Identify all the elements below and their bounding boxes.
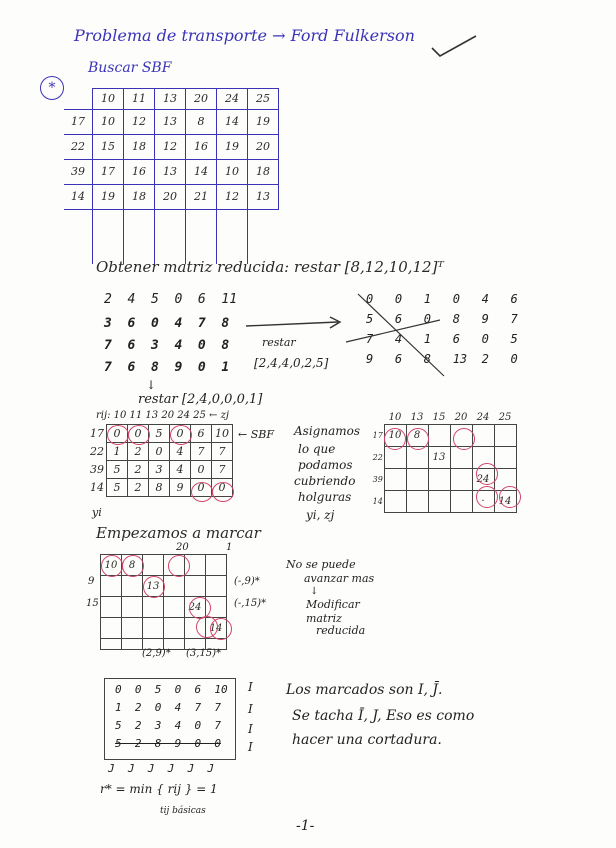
- mark-cell: [143, 597, 164, 618]
- assign-cell: 24: [472, 468, 494, 490]
- demand-cell: 13: [155, 89, 186, 110]
- mark-cell: 13: [143, 576, 164, 597]
- mark-cell: [122, 618, 143, 639]
- check-mark-icon: [430, 34, 478, 62]
- reduced-cell: 7: [212, 461, 233, 479]
- reduced-cell: 0: [212, 479, 233, 497]
- reduced-cell: 2: [128, 479, 149, 497]
- col-label: 24: [476, 412, 490, 424]
- reduced-cell: 2: [128, 443, 149, 461]
- assign-cell: [450, 468, 472, 490]
- mark-label: (3,15)*: [186, 648, 222, 659]
- circle-mark: [476, 486, 498, 508]
- table-row: [64, 159, 279, 184]
- table-row: [88, 461, 233, 479]
- mark-label: (-,15)*: [234, 598, 267, 609]
- cost-cell: 12: [124, 109, 155, 134]
- mark-cell: 8: [122, 555, 143, 576]
- row-label: 14: [372, 496, 383, 506]
- matrix-row: 9 6 8 13 2 0: [366, 352, 518, 366]
- asignamos-line: lo que: [298, 442, 336, 456]
- table-row-empty: [64, 209, 279, 264]
- cost-cell: 20: [248, 134, 279, 159]
- mark-cell: [122, 597, 143, 618]
- empty-cell: [217, 209, 248, 264]
- matrix-row: 3 6 0 4 7 8: [104, 316, 230, 331]
- restar-label: restar: [262, 336, 296, 349]
- col-mark: 1: [226, 542, 233, 553]
- cost-cell: 10: [217, 159, 248, 184]
- reduced-cell: 5: [149, 425, 170, 443]
- matrix-row: 1 2 0 4 7 7: [115, 701, 221, 714]
- cost-cell: 17: [93, 159, 124, 184]
- down-arrow-icon: ↓: [146, 378, 157, 392]
- row-mark: 15: [86, 598, 99, 609]
- mark-cell: [101, 576, 122, 597]
- note-line: No se puede: [286, 558, 356, 571]
- cost-cell: 16: [124, 159, 155, 184]
- conclusion-line: hacer una cortadura.: [292, 732, 442, 748]
- reduced-cell: 7: [191, 443, 212, 461]
- cost-cell: 20: [155, 184, 186, 209]
- mark-cell: [101, 639, 122, 650]
- mark-cell: [164, 576, 185, 597]
- cost-table-corner: [64, 89, 93, 110]
- cost-cell: 19: [93, 184, 124, 209]
- mark-cell: 10: [101, 555, 122, 576]
- matrix-row: 7 6 3 4 0 8: [104, 338, 230, 353]
- assign-cell: [428, 424, 450, 446]
- cross-lines-icon: [340, 290, 450, 384]
- supply-cell: 14: [64, 184, 93, 209]
- note-line: avanzar mas: [304, 572, 375, 585]
- reduced-cell: 0: [107, 425, 128, 443]
- restar-row-vector: restar [2,4,0,0,0,1]: [138, 392, 263, 407]
- asignamos-line: cubriendo: [294, 474, 356, 488]
- reduced-cell: 3: [149, 461, 170, 479]
- arrow-right-icon: [244, 314, 344, 338]
- row-mark: I: [248, 702, 253, 716]
- asignamos-line: Asignamos: [294, 424, 360, 438]
- empty-cell: [248, 209, 279, 264]
- supply-cell: 39: [64, 159, 93, 184]
- assign-cell: [428, 490, 450, 512]
- reduced-cell: 8: [149, 479, 170, 497]
- sbf-label: ← SBF: [238, 428, 274, 441]
- asignamos-line: holguras: [298, 490, 352, 504]
- mark-cell: [164, 597, 185, 618]
- reduced-cell: 0: [191, 479, 212, 497]
- corner: [372, 412, 384, 424]
- cost-cell: 18: [124, 134, 155, 159]
- mark-cell: 24: [185, 597, 206, 618]
- row-label: 14: [90, 481, 104, 494]
- empty-cell: [155, 209, 186, 264]
- demand-cell: 25: [248, 89, 279, 110]
- cost-cell: 13: [248, 184, 279, 209]
- mark-cell: [164, 618, 185, 639]
- circle-mark: [128, 425, 150, 445]
- cost-cell: 14: [186, 159, 217, 184]
- cost-cell: 19: [248, 109, 279, 134]
- circle-mark: [107, 425, 129, 445]
- cost-cell: 8: [186, 109, 217, 134]
- cost-cell: 21: [186, 184, 217, 209]
- yi-label: yi: [92, 506, 102, 519]
- cost-cell: 18: [124, 184, 155, 209]
- row-mark: I: [248, 680, 253, 694]
- reduced-cell: 0: [191, 461, 212, 479]
- table-row: [372, 412, 516, 424]
- cost-cell: 14: [217, 109, 248, 134]
- reduced-cell: 2: [128, 461, 149, 479]
- cost-table-header: [64, 89, 279, 110]
- row-mark: I: [248, 740, 253, 754]
- asterisk-symbol: *: [48, 80, 56, 96]
- empty-cell: [64, 209, 93, 264]
- cost-cell: 18: [248, 159, 279, 184]
- row-label: 39: [372, 474, 383, 484]
- note-line: matriz: [306, 612, 342, 625]
- mark-cell: [206, 576, 227, 597]
- assign-cell: [428, 468, 450, 490]
- mark-cell: [143, 618, 164, 639]
- mark-cell: [143, 555, 164, 576]
- row-label: 22: [372, 452, 383, 462]
- demand-cell: 11: [124, 89, 155, 110]
- down-arrow-icon: ↓: [310, 586, 319, 597]
- demand-cell: 20: [186, 89, 217, 110]
- mark-cell: [122, 639, 143, 650]
- cost-cell: 16: [186, 134, 217, 159]
- formula-subscript: tij básicas: [160, 806, 206, 816]
- note-line: reducida: [316, 624, 366, 637]
- col-label: 13: [410, 412, 424, 424]
- col-label: 10: [388, 412, 402, 424]
- mark-label: (2,9)*: [142, 648, 171, 659]
- cost-cell: 15: [93, 134, 124, 159]
- supply-cell: 22: [64, 134, 93, 159]
- mark-cell: [101, 618, 122, 639]
- cost-table: [64, 88, 279, 264]
- assign-cell: [472, 424, 494, 446]
- reduced-cell: 0: [170, 425, 191, 443]
- cut-table: [104, 678, 236, 760]
- circle-mark: [476, 463, 498, 485]
- mark-cell: [185, 576, 206, 597]
- asterisk-circle-icon: [40, 76, 64, 100]
- reduced-cell: 5: [107, 461, 128, 479]
- assign-cell: [494, 424, 516, 446]
- formula: r* = min { rij } = 1: [100, 782, 218, 796]
- col-label: 15: [432, 412, 446, 424]
- reduced-cell: 9: [170, 479, 191, 497]
- col-label: 25: [498, 412, 512, 424]
- assign-cell: 8: [406, 424, 428, 446]
- circle-mark: [210, 618, 232, 640]
- cost-cell: 12: [155, 134, 186, 159]
- mark-cell: [206, 555, 227, 576]
- table-row: [64, 109, 279, 134]
- asignamos-line: podamos: [298, 458, 353, 472]
- row-label: 17: [372, 430, 383, 440]
- row-label: 22: [90, 445, 104, 458]
- reduced-cell: 7: [212, 443, 233, 461]
- mark-cell: [122, 576, 143, 597]
- mark-cell: 14: [206, 618, 227, 639]
- reduced-cell: 1: [107, 443, 128, 461]
- assign-cell: [384, 468, 406, 490]
- demand-cell: 10: [93, 89, 124, 110]
- col-marks: J J J J J J: [108, 762, 214, 775]
- assign-cell: [406, 490, 428, 512]
- cost-cell: 13: [155, 109, 186, 134]
- assign-cell: 13: [428, 446, 450, 468]
- matrix-row: 7 4 1 6 0 5: [366, 332, 518, 346]
- row-label: 39: [90, 463, 104, 476]
- circle-mark: [453, 428, 475, 450]
- reduced-cell: 0: [128, 425, 149, 443]
- asignamos-line: yi, zj: [306, 508, 335, 522]
- reduced-cell: 6: [191, 425, 212, 443]
- assign-cell: [494, 446, 516, 468]
- matrix-row: 5 2 3 4 0 7: [115, 719, 221, 732]
- matrix-row: 5 6 0 8 9 7: [366, 312, 518, 326]
- table-row: [64, 184, 279, 209]
- cost-cell: 12: [217, 184, 248, 209]
- assign-cell: ·: [472, 490, 494, 512]
- empezamos-heading: Empezamos a marcar: [96, 524, 261, 542]
- restar-vector: [2,4,4,0,2,5]: [254, 356, 329, 370]
- cost-cell: 10: [93, 109, 124, 134]
- buscar-sbf-label: Buscar SBF: [88, 60, 172, 76]
- circle-mark: [212, 482, 234, 502]
- reduced-cell: 4: [170, 461, 191, 479]
- circle-mark: [170, 425, 192, 445]
- matrix-row: 2 4 5 0 6 11: [104, 292, 238, 307]
- mark-label: (-,9)*: [234, 576, 260, 587]
- conclusion-line: Se tacha Ī, J, Eso es como: [292, 708, 475, 724]
- circle-mark: [168, 555, 190, 577]
- assign-cell: 10: [384, 424, 406, 446]
- circle-mark: [101, 555, 123, 577]
- page-number: -1-: [296, 818, 315, 834]
- empty-cell: [186, 209, 217, 264]
- assign-cell: [450, 490, 472, 512]
- mark-cell: [101, 597, 122, 618]
- rij-header: rij: 10 11 13 20 24 25 ← zj: [96, 410, 229, 421]
- reduced-cell: 4: [170, 443, 191, 461]
- circle-mark: [122, 555, 144, 577]
- cost-cell: 13: [155, 159, 186, 184]
- matrix-row: 7 6 8 9 0 1: [104, 360, 230, 375]
- circle-mark: [384, 428, 406, 450]
- circle-mark: [143, 576, 165, 598]
- matrix-row: 0 0 1 0 4 6: [366, 292, 518, 306]
- cost-cell: 19: [217, 134, 248, 159]
- empty-cell: [93, 209, 124, 264]
- row-mark: 9: [88, 576, 95, 587]
- conclusion-line: Los marcados son I, J̄.: [286, 682, 443, 698]
- col-mark: 20: [176, 542, 189, 553]
- circle-mark: [407, 428, 429, 450]
- table-row: [88, 443, 233, 461]
- assign-cell: [406, 468, 428, 490]
- circle-mark: [191, 482, 213, 502]
- assign-cell: 14: [494, 490, 516, 512]
- table-row: [64, 134, 279, 159]
- supply-cell: 17: [64, 109, 93, 134]
- reduced-matrix-heading: Obtener matriz reducida: restar [8,12,10,12]ᵀ: [96, 258, 444, 276]
- assign-cell: [384, 490, 406, 512]
- row-mark: I: [248, 722, 253, 736]
- reduced-cell: 10: [212, 425, 233, 443]
- col-label: 20: [454, 412, 468, 424]
- matrix-row: 5 2 8 9 0 0: [115, 737, 221, 750]
- reduced-cell: 5: [107, 479, 128, 497]
- row-label: 17: [90, 427, 104, 440]
- empty-cell: [124, 209, 155, 264]
- demand-cell: 24: [217, 89, 248, 110]
- circle-mark: [499, 486, 521, 508]
- reduced-cell: 0: [149, 443, 170, 461]
- matrix-row: 0 0 5 0 6 10: [115, 683, 228, 696]
- page-title: Problema de transporte → Ford Fulkerson: [74, 26, 415, 45]
- note-line: Modificar: [306, 598, 360, 611]
